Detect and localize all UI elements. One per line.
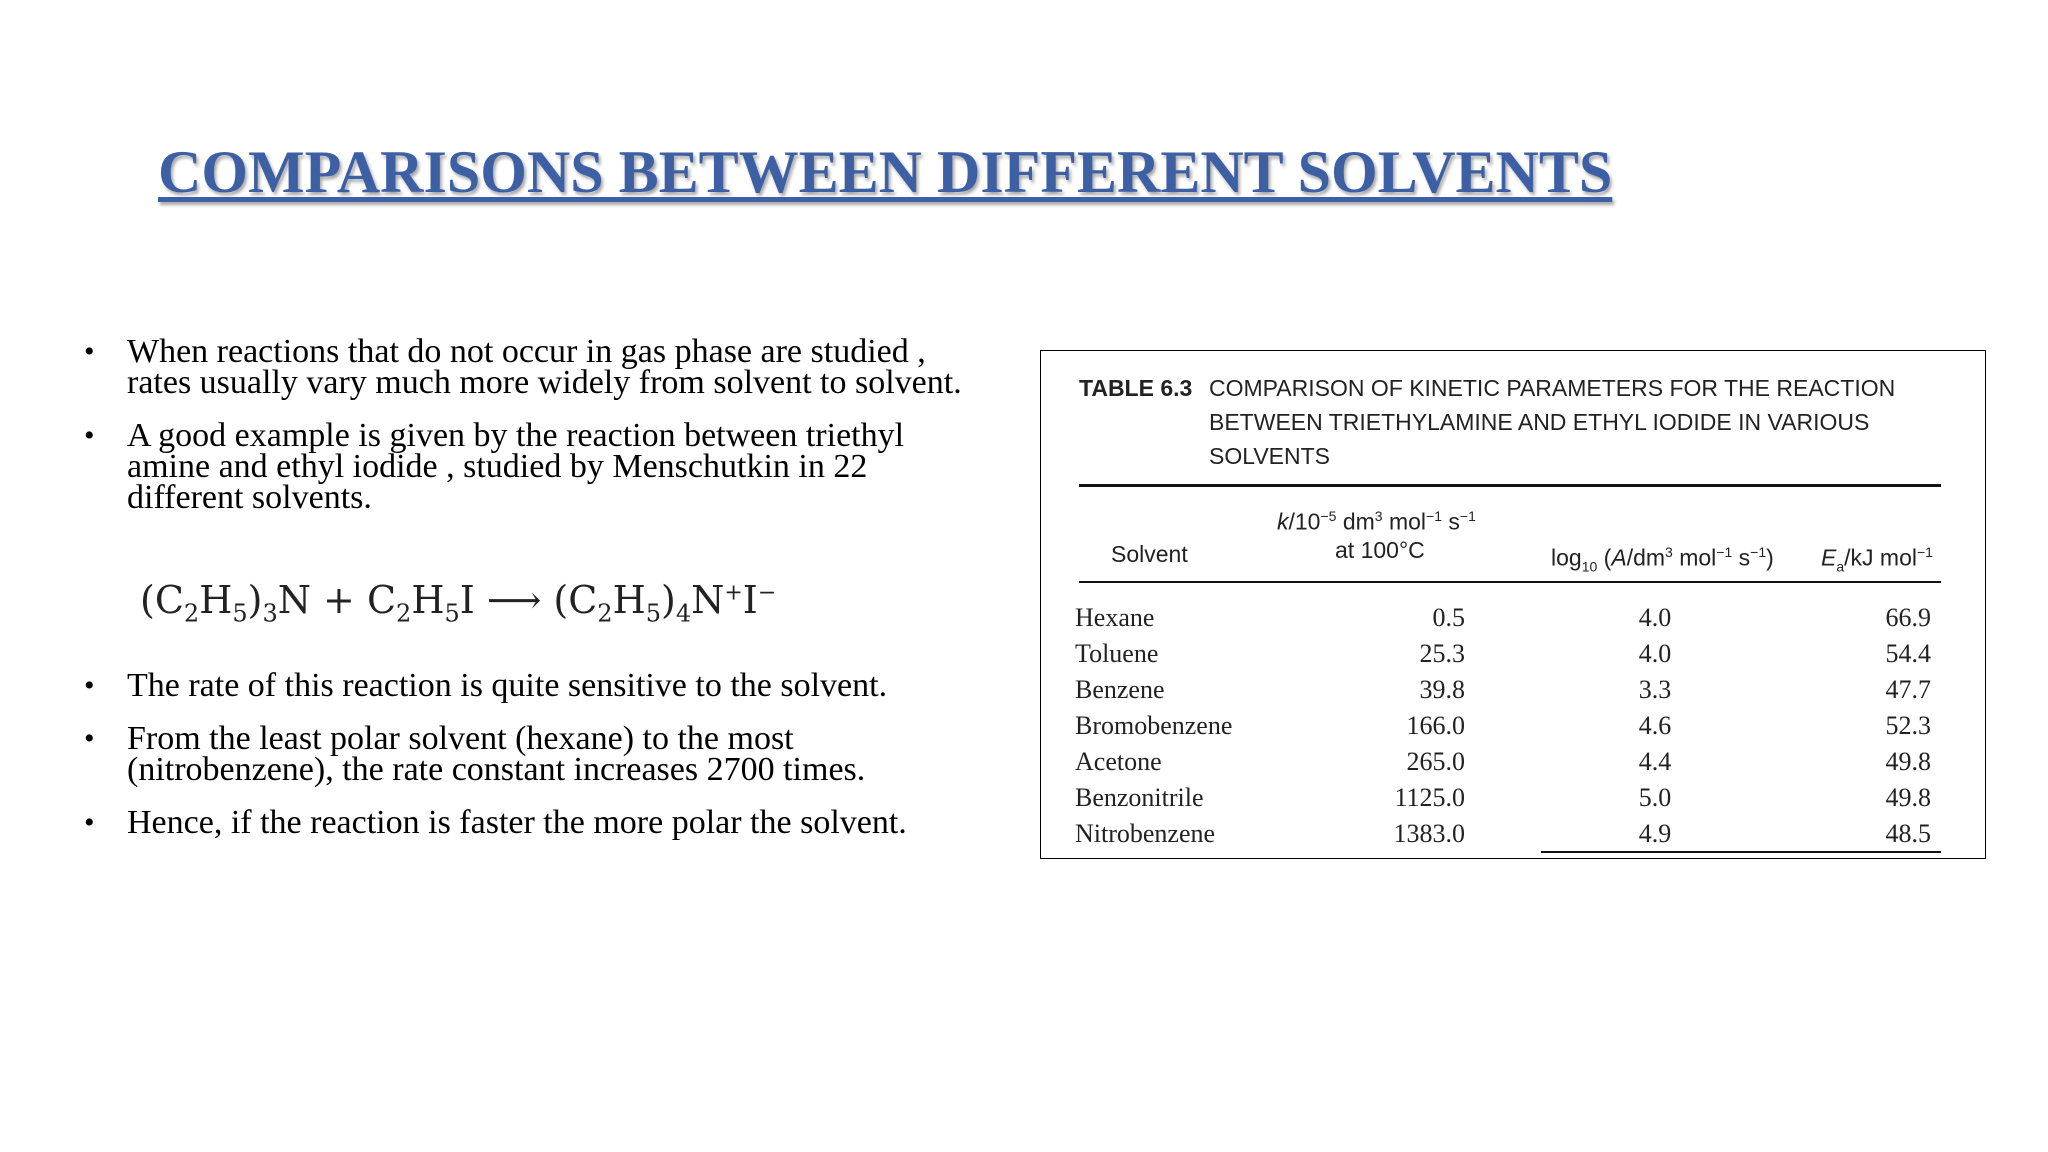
cell-ea: 66.9	[1885, 603, 1931, 632]
slide-title: COMPARISONS BETWEEN DIFFERENT SOLVENTS	[158, 139, 1613, 205]
cell-ea: 49.8	[1885, 747, 1931, 776]
cell-solvent: Benzonitrile	[1075, 783, 1204, 812]
cell-solvent: Toluene	[1075, 639, 1159, 668]
table-header-rule	[1079, 581, 1941, 583]
cell-ea: 47.7	[1885, 675, 1931, 704]
cell-log-a: 5.0	[1638, 783, 1672, 812]
cell-solvent: Nitrobenzene	[1075, 819, 1216, 848]
bullet-list-conclusions	[84, 667, 964, 860]
table-row	[1075, 819, 1955, 855]
column-header-k-units: $k/10^{-5}$ $dm^3$ mol$^{-1}$ $s^{-1}$	[1277, 508, 1476, 535]
cell-k: 39.8	[1419, 675, 1465, 704]
column-header-solvent: Solvent	[1111, 541, 1188, 567]
table-caption: COMPARISON OF KINETIC PARAMETERS FOR THE REACTION BETWEEN TRIETHYLAMINE AND ETHYL IODIDE IN VARIOUS SOLVENTS	[1209, 375, 1896, 469]
cell-log-a: 3.3	[1638, 675, 1672, 704]
kinetic-parameters-table-image	[1040, 350, 1986, 859]
table-row	[1075, 639, 1955, 675]
cell-ea: 49.8	[1885, 783, 1931, 812]
cell-k: 1383.0	[1393, 819, 1465, 848]
cell-log-a: 4.9	[1638, 819, 1672, 848]
cell-solvent: Bromobenzene	[1075, 711, 1233, 740]
cell-log-a: 4.0	[1638, 639, 1672, 668]
bullet-item: • From the least polar solvent (hexane) to the most (nitrobenzene), the rate constant increases 2700 times.	[84, 723, 964, 785]
table-number: TABLE 6.3	[1079, 375, 1193, 401]
cell-k: 0.5	[1432, 603, 1465, 632]
reaction-equation-image: $(C_2H_5)_3N + C_2H_5I$ ⟶ $(C_2H_5)_4N^+I^-$	[140, 578, 777, 628]
cell-solvent: Hexane	[1075, 603, 1155, 632]
cell-ea: 54.4	[1885, 639, 1931, 668]
cell-ea: 52.3	[1885, 711, 1931, 740]
bullet-item: • The rate of this reaction is quite sensitive to the solvent.	[84, 670, 964, 701]
table-bottom-rule	[1541, 851, 1941, 853]
column-header-log-a: $\log_{10} (A/dm^3$ mol$^{-1}$ $s^{-1}$)	[1551, 544, 1774, 575]
table-row	[1075, 747, 1955, 783]
cell-ea: 48.5	[1885, 819, 1931, 848]
table-row	[1075, 783, 1955, 819]
table-row	[1075, 603, 1955, 639]
bullet-item: • Hence, if the reaction is faster the more polar the solvent.	[84, 807, 964, 838]
cell-k: 265.0	[1406, 747, 1465, 776]
table-body	[1075, 603, 1955, 855]
cell-k: 166.0	[1406, 711, 1465, 740]
cell-k: 25.3	[1419, 639, 1465, 668]
column-header-ea: $E_a/kJ$ mol$^{-1}$	[1821, 544, 1933, 575]
cell-log-a: 4.4	[1638, 747, 1672, 776]
bullet-item: • A good example is given by the reaction between triethyl amine and ethyl iodide , studied by Menschutkin in 22 different solvents.	[84, 420, 964, 513]
cell-solvent: Acetone	[1075, 747, 1162, 776]
cell-k: 1125.0	[1394, 783, 1465, 812]
cell-log-a: 4.0	[1638, 603, 1672, 632]
cell-solvent: Benzene	[1075, 675, 1165, 704]
table-top-rule	[1079, 484, 1941, 487]
column-header-k-condition: at 100°C	[1335, 537, 1425, 563]
table-row	[1075, 675, 1955, 711]
bullet-item: • When reactions that do not occur in gas phase are studied , rates usually vary much more widely from solvent to solvent.	[84, 336, 964, 398]
bullet-list-intro	[84, 333, 964, 516]
table-row	[1075, 711, 1955, 747]
cell-log-a: 4.6	[1638, 711, 1672, 740]
